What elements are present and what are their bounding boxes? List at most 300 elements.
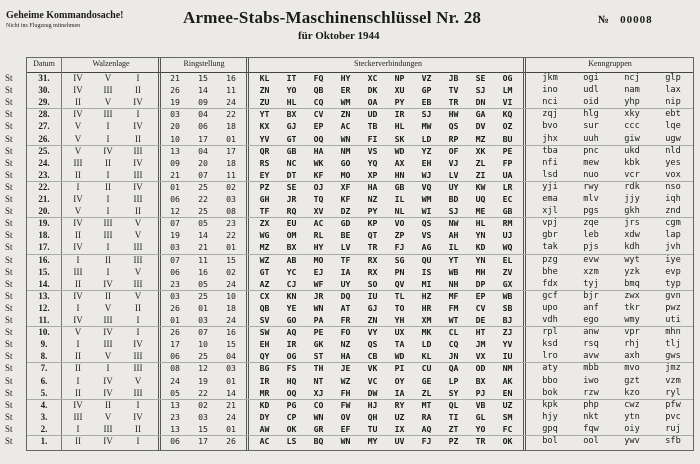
walzen-cell: IV (73, 290, 83, 301)
kenngruppe-cell: rsq (583, 339, 599, 350)
kenngruppe-cell: pjs (583, 242, 599, 253)
walzen-cell: V (74, 133, 82, 144)
ring-cell: 07 (198, 327, 208, 338)
kenngruppe-cell: nci (542, 97, 558, 108)
stecker-cell: GJ (367, 302, 378, 313)
ring-cell: 06 (170, 266, 180, 277)
row-day: 1. (40, 436, 48, 446)
ring-cell: 03 (170, 109, 180, 120)
stecker-cell: WZ (340, 375, 351, 386)
row-day: 19. (38, 218, 50, 229)
row-day: 16. (38, 254, 50, 265)
kenngruppe-cell: glp (665, 73, 681, 83)
walzen-cell: III (103, 85, 113, 96)
stecker-cell: WM (421, 194, 432, 204)
kenngruppe-cell: mbb (583, 363, 599, 374)
stecker-cell: HW (448, 109, 459, 120)
row-day: 20. (38, 206, 50, 217)
stecker-cell: YO (286, 85, 297, 96)
stecker-cell: XK (475, 145, 486, 156)
ring-cell: 18 (226, 302, 236, 313)
row-st: St (5, 399, 13, 410)
stecker-cell: LS (286, 436, 297, 446)
kenngruppe-cell: pwz (665, 302, 681, 313)
kenngruppe-cell: lqe (665, 121, 681, 132)
document-subtitle: für Oktober 1944 (298, 30, 380, 42)
stecker-cell: IX (394, 423, 405, 434)
table-row (5, 242, 693, 253)
kenngruppe-cell: xjl (542, 206, 558, 217)
kenngruppe-cell: pgs (583, 206, 599, 217)
ring-cell: 08 (226, 206, 236, 217)
walzen-cell: V (104, 411, 112, 422)
ring-cell: 04 (198, 145, 208, 156)
kenngruppe-cell: nuo (583, 169, 599, 180)
ring-cell: 17 (170, 339, 180, 350)
stecker-cell: MF (448, 290, 459, 301)
kenngruppe-cell: bjr (583, 290, 599, 301)
stecker-cell: KL (421, 351, 432, 362)
stecker-cell: GK (313, 339, 324, 350)
stecker-cell: WZ (259, 254, 270, 265)
row-st: St (5, 315, 13, 325)
stecker-cell: FH (340, 387, 351, 398)
stecker-cell: PE (502, 145, 513, 156)
stecker-cell: NL (394, 206, 405, 217)
stecker-cell: XC (367, 73, 378, 83)
row-rule (27, 423, 693, 424)
walzen-cell: II (135, 85, 141, 96)
stecker-cell: IL (448, 242, 459, 253)
walzen-cell: IV (103, 278, 113, 289)
stecker-cell: VQ (421, 181, 432, 192)
kenngruppe-cell: cgm (665, 218, 681, 229)
stecker-cell: GL (475, 411, 486, 422)
kenngruppe-cell: pfw (665, 399, 681, 410)
stecker-cell: XJ (313, 387, 324, 398)
row-day: 27. (38, 121, 50, 132)
kenngruppe-cell: ogi (583, 73, 599, 83)
row-day: 9. (40, 339, 48, 350)
stecker-cell: IR (394, 109, 405, 120)
ring-cell: 10 (198, 339, 208, 350)
walzen-cell: V (134, 230, 142, 241)
row-rule (27, 133, 693, 134)
stecker-cell: QS (367, 339, 378, 350)
row-rule (27, 120, 693, 121)
stecker-cell: IS (421, 266, 432, 277)
table-row (5, 97, 693, 108)
stecker-cell: GB (502, 206, 513, 217)
ring-cell: 25 (198, 181, 208, 192)
stecker-cell: AX (394, 157, 405, 168)
row-day: 8. (40, 351, 48, 362)
classification-note: Nicht ins Flugzeug mitnehmen (6, 23, 81, 29)
kenngruppe-cell: leb (583, 230, 599, 241)
row-day: 10. (38, 327, 50, 338)
stecker-cell: QL (448, 399, 459, 410)
stecker-cell: NT (313, 375, 324, 386)
kenngruppe-cell: jvh (665, 242, 681, 253)
kenngruppe-cell: yhp (624, 97, 640, 108)
stecker-cell: MR (259, 387, 270, 398)
stecker-cell: OK (502, 436, 513, 446)
row-st: St (5, 278, 13, 289)
walzen-cell: III (103, 218, 113, 229)
stecker-cell: DP (475, 278, 486, 289)
stecker-cell: SG (394, 254, 405, 265)
walzen-cell: III (133, 242, 143, 253)
stecker-cell: IU (502, 351, 513, 362)
walzen-cell: IV (133, 97, 143, 108)
row-st: St (5, 97, 13, 108)
kenngruppe-cell: ccc (624, 121, 640, 132)
stecker-cell: FR (340, 315, 351, 325)
row-rule (27, 157, 693, 158)
row-rule (27, 278, 693, 279)
serial-number (598, 14, 653, 26)
stecker-cell: WN (340, 436, 351, 446)
walzen-cell: V (74, 145, 82, 156)
kenngruppe-cell: gws (665, 351, 681, 362)
stecker-cell: QH (367, 411, 378, 422)
stecker-cell: JR (286, 194, 297, 204)
stecker-cell: VS (421, 230, 432, 241)
row-st: St (5, 242, 13, 253)
stecker-cell: EH (421, 157, 432, 168)
stecker-cell: SE (475, 73, 486, 83)
stecker-cell: BQ (313, 436, 324, 446)
kenngruppe-cell: uti (665, 315, 681, 325)
stecker-cell: NM (502, 363, 513, 374)
walzen-cell: III (73, 266, 83, 277)
kenngruppe-cell: typ (665, 278, 681, 289)
walzen-cell: I (106, 266, 110, 277)
table-row (5, 278, 693, 290)
stecker-cell: OA (367, 97, 378, 108)
walzen-cell: I (106, 363, 110, 374)
stecker-cell: ZT (448, 423, 459, 434)
stecker-cell: GO (286, 315, 297, 325)
stecker-cell: AC (340, 121, 351, 132)
ring-cell: 01 (226, 423, 236, 434)
stecker-cell: CX (259, 290, 270, 301)
stecker-cell: UY (340, 278, 351, 289)
kenngruppe-cell: fdx (542, 278, 558, 289)
row-rule (27, 217, 693, 218)
row-rule (27, 169, 693, 170)
walzen-cell: V (134, 290, 142, 301)
ring-cell: 02 (198, 399, 208, 410)
walzen-cell: IV (103, 375, 113, 386)
row-st: St (5, 109, 13, 120)
walzen-cell: II (75, 230, 81, 241)
kenngruppe-cell: bmq (624, 278, 640, 289)
stecker-cell: EL (502, 254, 513, 265)
row-st: St (5, 387, 13, 398)
stecker-cell: QR (259, 145, 270, 156)
walzen-cell: I (76, 181, 80, 192)
row-day: 31. (38, 73, 50, 83)
table-row (5, 327, 693, 338)
stecker-cell: RL (313, 230, 324, 241)
row-rule (27, 254, 693, 255)
walzen-cell: I (136, 327, 140, 338)
ring-cell: 02 (226, 181, 236, 192)
stecker-cell: RS (259, 157, 270, 168)
stecker-cell: JN (448, 351, 459, 362)
stecker-cell: WI (421, 206, 432, 217)
row-st: St (5, 327, 13, 338)
stecker-cell: OQ (286, 387, 297, 398)
walzen-cell: II (75, 169, 81, 180)
stecker-cell: DT (286, 169, 297, 180)
kenngruppe-cell: ncj (624, 73, 640, 83)
ring-cell: 22 (226, 230, 236, 241)
row-rule (27, 145, 693, 146)
stecker-cell: GH (259, 194, 270, 204)
stecker-cell: AB (286, 254, 297, 265)
table-row (5, 266, 693, 278)
ring-cell: 21 (170, 169, 180, 180)
kenngruppe-cell: vpj (542, 218, 558, 229)
walzen-cell: III (133, 194, 143, 204)
stecker-cell: IU (367, 290, 378, 301)
walzen-cell: IV (133, 411, 143, 422)
stecker-cell: YE (286, 302, 297, 313)
ring-cell: 01 (198, 302, 208, 313)
stecker-cell: SY (448, 387, 459, 398)
kenngruppe-cell: bok (542, 387, 558, 398)
stecker-cell: PZ (259, 181, 270, 192)
ring-cell: 17 (226, 145, 236, 156)
stecker-cell: WB (448, 266, 459, 277)
walzen-cell: I (76, 423, 80, 434)
ring-cell: 21 (198, 242, 208, 253)
stecker-cell: BD (448, 194, 459, 204)
ring-cell: 24 (226, 278, 236, 289)
row-st: St (5, 339, 13, 350)
walzen-cell: I (106, 169, 110, 180)
ring-cell: 16 (226, 327, 236, 338)
walzen-cell: II (75, 351, 81, 362)
stecker-cell: OV (340, 411, 351, 422)
stecker-cell: EU (286, 218, 297, 229)
row-st: St (5, 375, 13, 386)
walzen-cell: I (76, 302, 80, 313)
row-st: St (5, 206, 13, 217)
stecker-cell: AH (448, 230, 459, 241)
kenngruppe-cell: jmz (665, 363, 681, 374)
ring-cell: 17 (198, 436, 208, 446)
stecker-cell: AC (259, 436, 270, 446)
ring-cell: 03 (198, 315, 208, 325)
stecker-cell: UZ (502, 399, 513, 410)
kenngruppe-cell: gbr (542, 230, 558, 241)
ring-cell: 25 (198, 290, 208, 301)
stecker-cell: ZI (475, 169, 486, 180)
walzen-cell: I (76, 375, 80, 386)
stecker-cell: NP (394, 73, 405, 83)
stecker-cell: HY (313, 242, 324, 253)
row-day: 17. (38, 242, 50, 253)
stecker-cell: IR (259, 375, 270, 386)
ring-cell: 15 (198, 423, 208, 434)
stecker-cell: FM (448, 302, 459, 313)
stecker-cell: GO (340, 157, 351, 168)
kenngruppe-cell: tak (542, 242, 558, 253)
stecker-cell: DV (475, 121, 486, 132)
stecker-cell: VS (367, 145, 378, 156)
walzen-cell: III (103, 109, 113, 120)
stecker-cell: PJ (475, 387, 486, 398)
stecker-cell: TR (475, 436, 486, 446)
ring-cell: 20 (170, 121, 180, 132)
kenngruppe-cell: cwz (624, 399, 640, 410)
stecker-cell: OF (448, 145, 459, 156)
walzen-cell: IV (103, 436, 113, 446)
walzen-cell: V (134, 375, 142, 386)
ring-cell: 26 (170, 302, 180, 313)
row-st: St (5, 351, 13, 362)
stecker-cell: RX (367, 254, 378, 265)
ring-cell: 14 (226, 387, 236, 398)
stecker-cell: FI (367, 133, 378, 144)
stecker-cell: CJ (286, 278, 297, 289)
ring-cell: 23 (170, 411, 180, 422)
stecker-cell: AW (259, 423, 270, 434)
stecker-cell: TF (340, 254, 351, 265)
stecker-cell: ZL (475, 157, 486, 168)
walzen-cell: III (103, 339, 113, 350)
stecker-cell: SW (259, 327, 270, 338)
walzen-cell: IV (73, 73, 83, 83)
ring-cell: 03 (198, 411, 208, 422)
kenngruppe-cell: oiy (624, 423, 640, 434)
stecker-cell: SJ (421, 109, 432, 120)
row-rule (27, 84, 693, 85)
kenngruppe-cell: lax (665, 85, 681, 96)
stecker-cell: XU (394, 85, 405, 96)
stecker-cell: SO (367, 278, 378, 289)
row-st: St (5, 73, 13, 83)
stecker-cell: UY (448, 181, 459, 192)
walzen-cell: V (104, 97, 112, 108)
stecker-cell: NW (448, 218, 459, 229)
row-st: St (5, 145, 13, 156)
stecker-cell: KW (475, 181, 486, 192)
ring-cell: 19 (198, 375, 208, 386)
row-day: 26. (38, 133, 50, 144)
row-rule (27, 326, 693, 327)
kenngruppe-cell: gvn (665, 290, 681, 301)
kenngruppe-cell: ukd (624, 145, 640, 156)
stecker-cell: TR (448, 97, 459, 108)
walzen-cell: II (135, 206, 141, 217)
stecker-cell: QB (313, 85, 324, 96)
kenngruppe-cell: rpl (542, 327, 558, 338)
table-row (5, 73, 693, 84)
stecker-cell: OK (286, 423, 297, 434)
stecker-cell: TB (367, 121, 378, 132)
classification-title: Geheime Kommandosache! (6, 10, 124, 21)
ring-cell: 03 (226, 363, 236, 374)
stecker-cell: FJ (421, 436, 432, 446)
row-rule (27, 241, 693, 242)
stecker-cell: MY (367, 436, 378, 446)
kenngruppe-cell: jhx (542, 133, 558, 144)
stecker-cell: GB (394, 181, 405, 192)
stecker-cell: YN (475, 254, 486, 265)
kenngruppe-cell: bvo (542, 121, 558, 132)
kenngruppe-cell: hlg (583, 109, 599, 120)
stecker-cell: MT (421, 399, 432, 410)
stecker-cell: CV (475, 302, 486, 313)
ring-cell: 01 (226, 133, 236, 144)
stecker-cell: TF (259, 206, 270, 217)
header-ringstellung: Ringstellung (183, 59, 225, 68)
row-st: St (5, 423, 13, 434)
row-rule (27, 108, 693, 109)
row-st: St (5, 230, 13, 241)
row-st: St (5, 157, 13, 168)
classification-label (6, 10, 124, 29)
kenngruppe-cell: nfi (542, 157, 558, 168)
row-st: St (5, 85, 13, 96)
kenngruppe-cell: nkt (583, 411, 599, 422)
row-st: St (5, 218, 13, 229)
kenngruppe-cell: ugw (665, 133, 681, 144)
stecker-cell: IA (340, 266, 351, 277)
kenngruppe-cell: vox (665, 169, 681, 180)
ring-cell: 17 (198, 133, 208, 144)
ring-cell: 08 (170, 363, 180, 374)
ring-cell: 06 (170, 351, 180, 362)
stecker-cell: SV (259, 315, 270, 325)
row-rule (27, 266, 693, 267)
walzen-cell: I (136, 436, 140, 446)
stecker-cell: FJ (394, 242, 405, 253)
stecker-cell: YT (448, 254, 459, 265)
stecker-cell: HL (394, 121, 405, 132)
kenngruppe-cell: xdw (624, 230, 640, 241)
stecker-cell: MZ (475, 133, 486, 144)
row-day: 15. (38, 266, 50, 277)
kenngruppe-cell: anf (583, 302, 599, 313)
stecker-cell: AQ (421, 423, 432, 434)
stecker-cell: GD (340, 218, 351, 229)
stecker-cell: YT (259, 109, 270, 120)
ring-cell: 15 (226, 254, 236, 265)
stecker-cell: BG (259, 363, 270, 374)
table-row (5, 411, 693, 423)
kenngruppe-cell: ywv (624, 436, 640, 446)
stecker-cell: YN (475, 230, 486, 241)
kenngruppe-cell: fqw (583, 423, 599, 434)
table-row (5, 436, 693, 447)
ring-cell: 23 (226, 218, 236, 229)
walzen-cell: IV (73, 194, 83, 204)
row-rule (27, 229, 693, 230)
stecker-cell: GR (313, 423, 324, 434)
stecker-cell: WD (394, 145, 405, 156)
kenngruppe-cell: upo (542, 302, 558, 313)
stecker-cell: MZ (259, 242, 270, 253)
table-row (5, 145, 693, 157)
stecker-cell: TQ (313, 194, 324, 204)
ring-cell: 16 (226, 73, 236, 83)
kenngruppe-cell: iqh (665, 194, 681, 204)
